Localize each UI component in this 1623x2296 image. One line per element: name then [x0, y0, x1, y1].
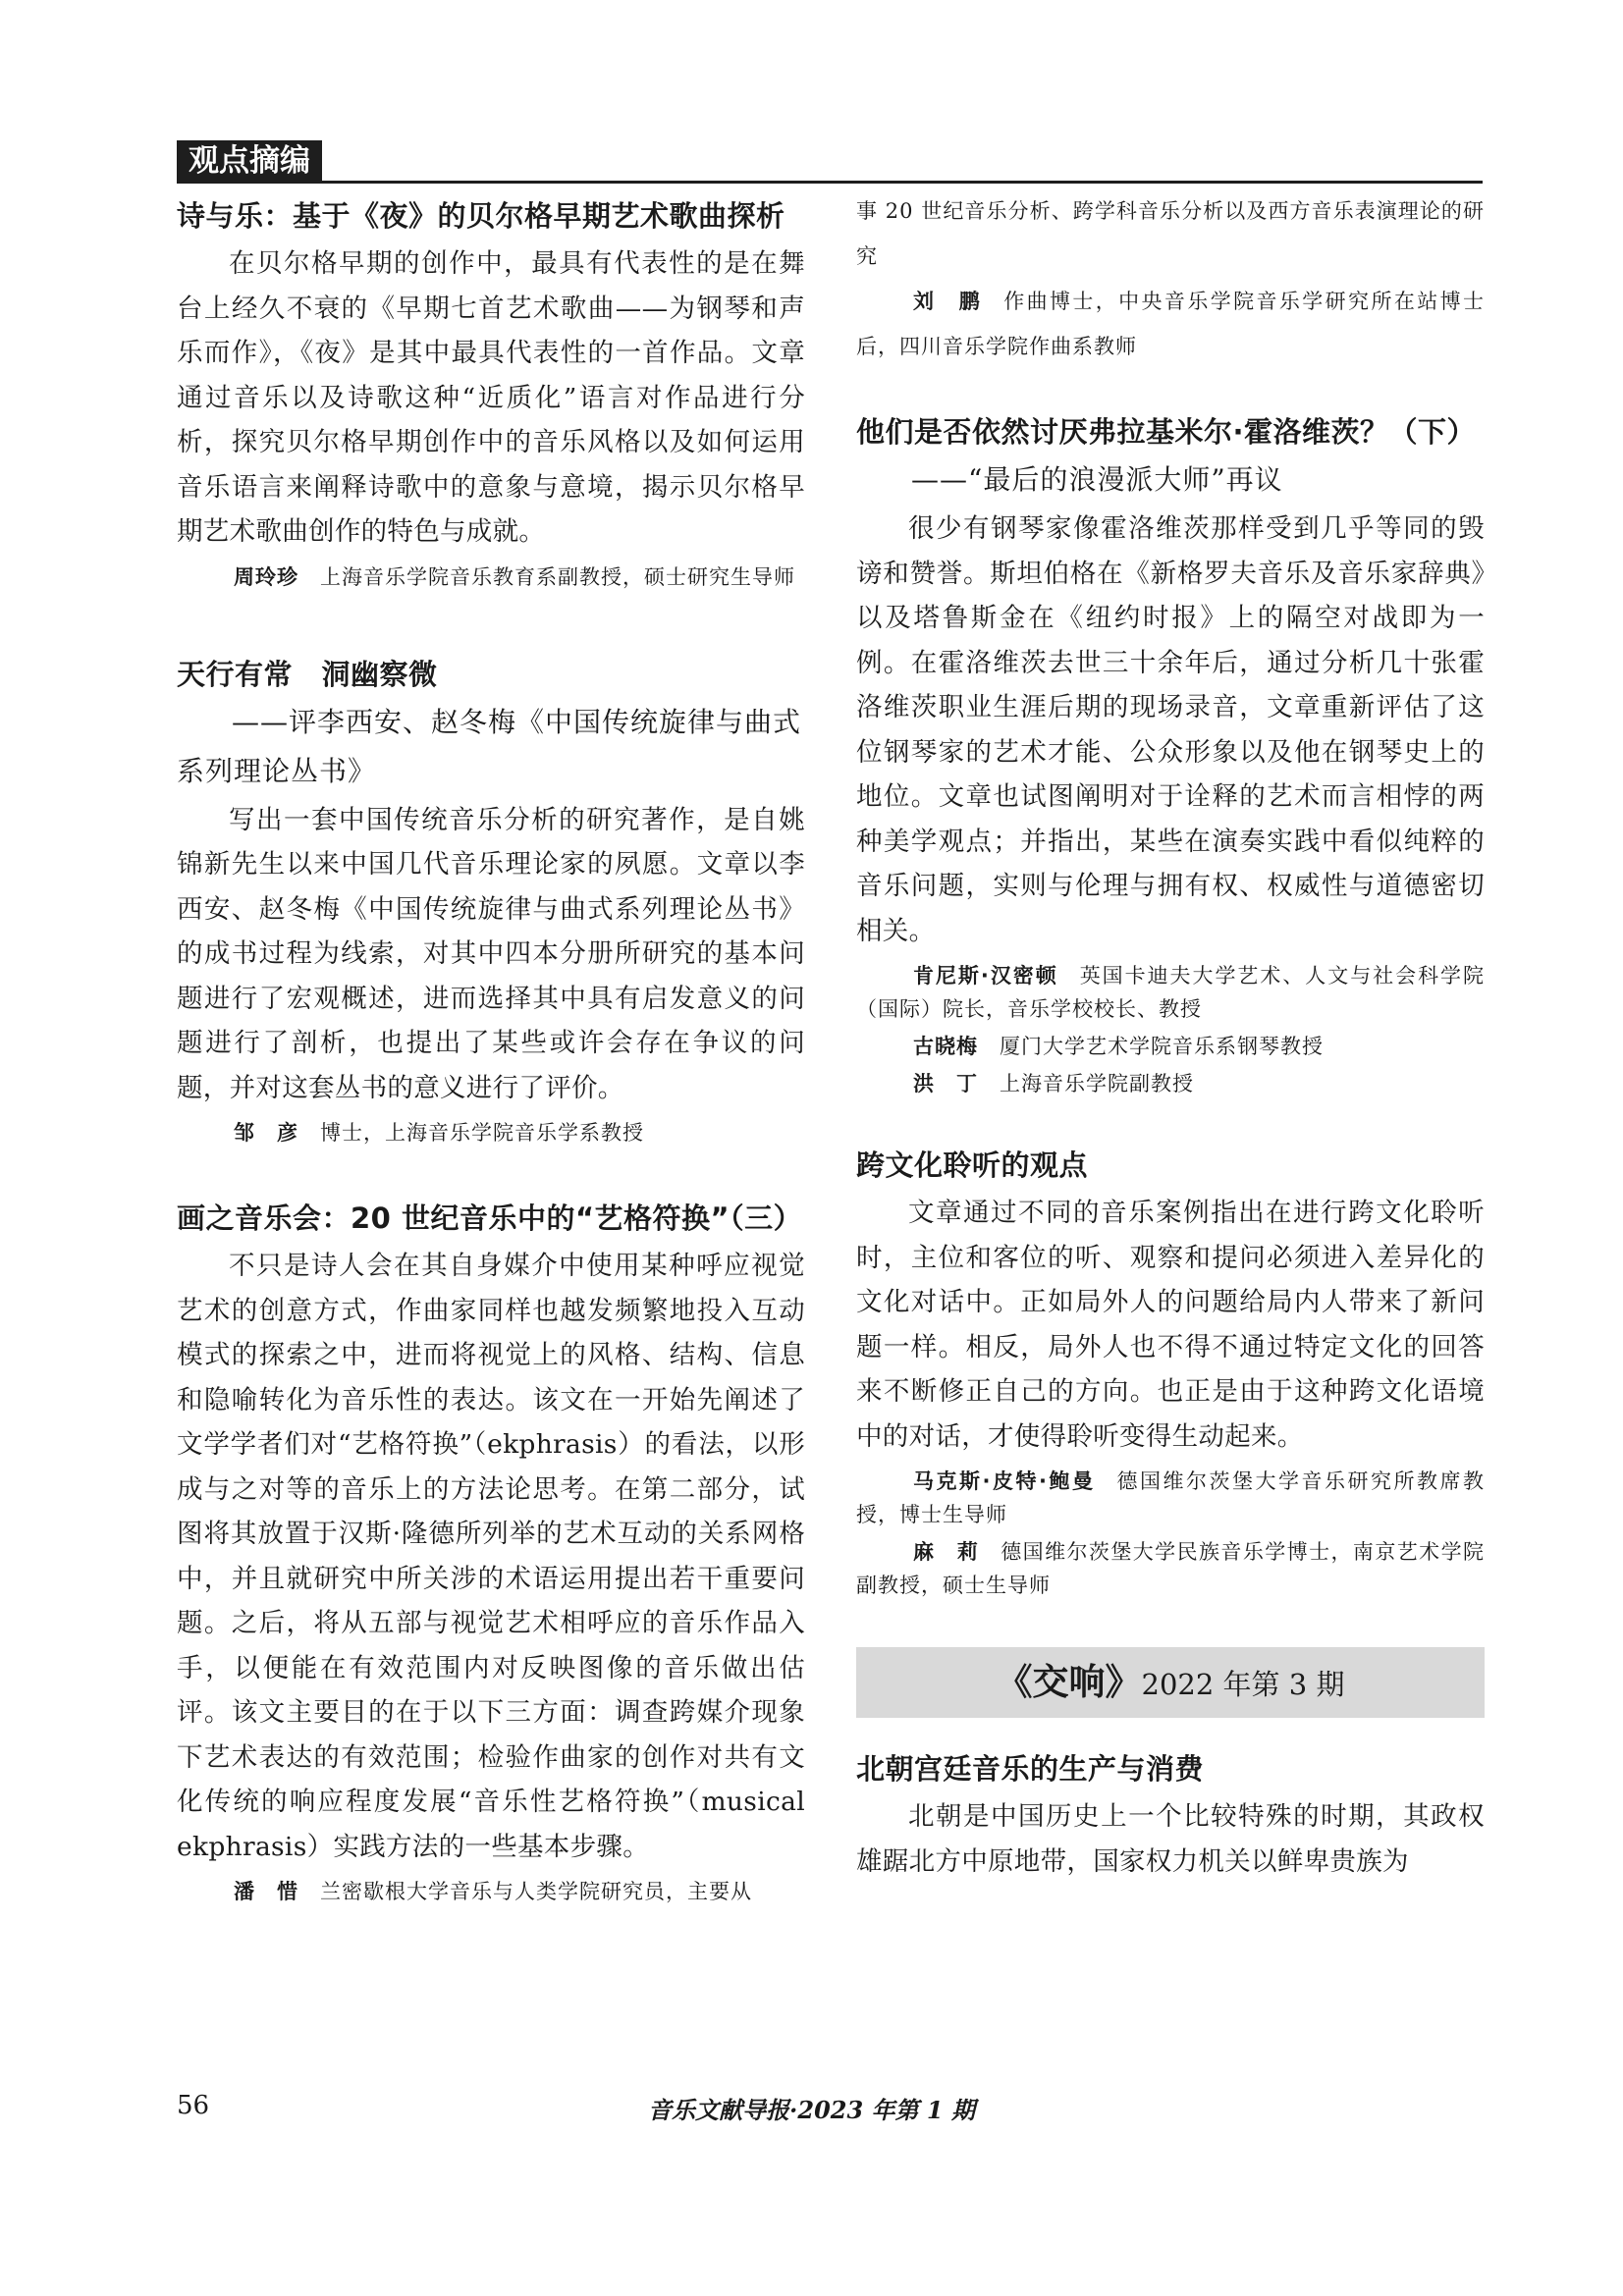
author-line — [856, 1030, 1485, 1063]
author-desc: 英国卡迪夫大学艺术、人文与社会科学院（国际）院长，音乐学校校长、教授 — [856, 964, 1486, 1021]
page-number: 56 — [177, 2091, 210, 2120]
author-desc: 厦门大学艺术学院音乐系钢琴教授 — [1000, 1035, 1324, 1058]
article-northern-court — [856, 1745, 1485, 1884]
article-title: 天行有常 洞幽察微 — [177, 657, 438, 691]
article-body: 很少有钢琴家像霍洛维茨那样受到几乎等同的毁谤和赞誉。斯坦伯格在《新格罗夫音乐及音乐家辞典》以及塔鲁斯金在《纽约时报》上的隔空对战即为一例。在霍洛维茨去世三十余年后，通过分析几十张霍洛维茨职业生涯后期的现场录音，文章重新评估了这位钢琴家的艺术才能、公众形象以及他在钢琴史上的地位。文章也试图阐明对于诠释的艺术而言相悖的两种美学观点；并指出，某些在演奏实践中看似纯粹的音乐问题，实则与伦理与拥有权、权威性与道德密切相关。 — [856, 513, 1485, 946]
article-title: 画之音乐会：20 世纪音乐中的“艺格符换”（三） — [177, 1201, 803, 1235]
article-title: 跨文化聆听的观点 — [856, 1148, 1089, 1182]
right-column — [856, 188, 1485, 1884]
author-line — [856, 1535, 1485, 1602]
article-title: 诗与乐：基于《夜》的贝尔格早期艺术歌曲探析 — [177, 199, 785, 233]
issue-number: 2022 年第 3 期 — [1141, 1668, 1345, 1701]
author-desc: 作曲博士，中央音乐学院音乐学研究所在站博士后，四川音乐学院作曲系教师 — [856, 290, 1486, 358]
author-name: 古晓梅 — [913, 1035, 978, 1058]
author-name: 周玲珍 — [234, 564, 298, 589]
author-line — [856, 1067, 1485, 1100]
author-line — [177, 1116, 805, 1149]
article-chinese-melody — [177, 651, 805, 1150]
author-name: 麻 莉 — [913, 1540, 980, 1564]
article-body: 文章通过不同的音乐案例指出在进行跨文化聆听时，主位和客位的听、观察和提问必须进入差异化的文化对话中。正如局外人的问题给局内人带来了新问题一样。相反，局外人也不得不通过特定文化的回答来不断修正自己的方向。也正是由于这种跨文化语境中的对话，才使得聆听变得生动起来。 — [856, 1198, 1485, 1452]
continued-author-desc: 事 20 世纪音乐分析、跨学科音乐分析以及西方音乐表演理论的研究 — [856, 199, 1485, 268]
author-desc: 德国维尔茨堡大学民族音乐学博士，南京艺术学院副教授，硕士生导师 — [856, 1540, 1485, 1597]
author-name: 马克斯·皮特·鲍曼 — [913, 1469, 1096, 1493]
section-label: 观点摘编 — [177, 140, 322, 182]
author-name: 潘 惜 — [234, 1880, 298, 1903]
author-line — [177, 561, 805, 594]
issue-journal-title: 《交响》 — [996, 1661, 1142, 1703]
article-body: 北朝是中国历史上一个比较特殊的时期，其政权雄踞北方中原地带，国家权力机关以鲜卑贵族为 — [856, 1801, 1485, 1877]
left-column — [177, 192, 805, 1908]
article-title: 他们是否依然讨厌弗拉基米尔·霍洛维茨？（下） — [856, 415, 1477, 449]
article-body: 写出一套中国传统音乐分析的研究著作，是自姚锦新先生以来中国几代音乐理论家的夙愿。文章以李西安、赵冬梅《中国传统旋律与曲式系列理论丛书》的成书过程为线索，对其中四本分册所研究的基本问题进行了宏观概述，进而选择其中具有启发意义的问题进行了剖析，也提出了某些或许会存在争议的问题，并对这套丛书的意义进行了评价。 — [177, 804, 805, 1103]
article-body: 在贝尔格早期的创作中，最具有代表性的是在舞台上经久不衰的《早期七首艺术歌曲——为钢琴和声乐而作》，《夜》是其中最具代表性的一首作品。文章通过音乐以及诗歌这种“近质化”语言对作品进行分析，探究贝尔格早期创作中的音乐风格以及如何运用音乐语言来阐释诗歌中的意象与意境，揭示贝尔格早期艺术歌曲创作的特色与成就。 — [177, 248, 805, 547]
issue-banner — [856, 1647, 1485, 1718]
article-title: 北朝宫廷音乐的生产与消费 — [856, 1752, 1205, 1786]
author-line — [856, 1465, 1485, 1531]
author-line — [856, 959, 1485, 1026]
article-subtitle: ——评李西安、赵冬梅《中国传统旋律与曲式系列理论丛书》 — [177, 705, 802, 787]
article-berg — [177, 192, 805, 594]
article-horowitz — [856, 408, 1485, 1100]
author-desc: 博士，上海音乐学院音乐学系教授 — [320, 1121, 644, 1145]
author-desc: 德国维尔茨堡大学音乐研究所教席教授，博士生导师 — [856, 1469, 1485, 1526]
author-name: 洪 丁 — [913, 1072, 978, 1095]
header-rule — [177, 181, 1483, 184]
author-name: 肯尼斯·汉密顿 — [913, 964, 1058, 988]
author-desc: 上海音乐学院音乐教育系副教授，硕士研究生导师 — [320, 564, 795, 589]
article-subtitle: ——“最后的浪漫派大师”再议 — [911, 463, 1283, 496]
author-name: 邹 彦 — [234, 1121, 298, 1145]
author-desc: 上海音乐学院副教授 — [1000, 1072, 1194, 1095]
article-body: 不只是诗人会在其自身媒介中使用某种呼应视觉艺术的创意方式，作曲家同样也越发频繁地投入互动模式的探索之中，进而将视觉上的风格、结构、信息和隐喻转化为音乐性的表达。该文在一开始先阐述了文学学者们对“艺格符换”（ekphrasis）的看法，以形成与之对等的音乐上的方法论思考。在第二部分，试图将其放置于汉斯·隆德所列举的艺术互动的关系网格中，并且就研究中所关涉的术语运用提出若干重要问题。之后，将从五部与视觉艺术相呼应的音乐作品入手，以便能在有效范围内对反映图像的音乐做出估评。该文主要目的在于以下三方面：调查跨媒介现象下艺术表达的有效范围；检验作曲家的创作对共有文化传统的响应程度发展“音乐性艺格符换”（musical ekphrasis）实践方法的一些基本步骤。 — [177, 1251, 805, 1862]
author-line — [856, 279, 1485, 369]
author-line — [177, 1875, 805, 1908]
author-name: 刘 鹏 — [913, 290, 983, 313]
article-continuation — [856, 188, 1485, 369]
article-ekphrasis — [177, 1195, 805, 1908]
author-desc: 兰密歇根大学音乐与人类学院研究员，主要从 — [320, 1880, 752, 1903]
footer-journal: 音乐文献导报·2023 年第 1 期 — [648, 2096, 975, 2124]
article-cross-cultural — [856, 1142, 1485, 1602]
